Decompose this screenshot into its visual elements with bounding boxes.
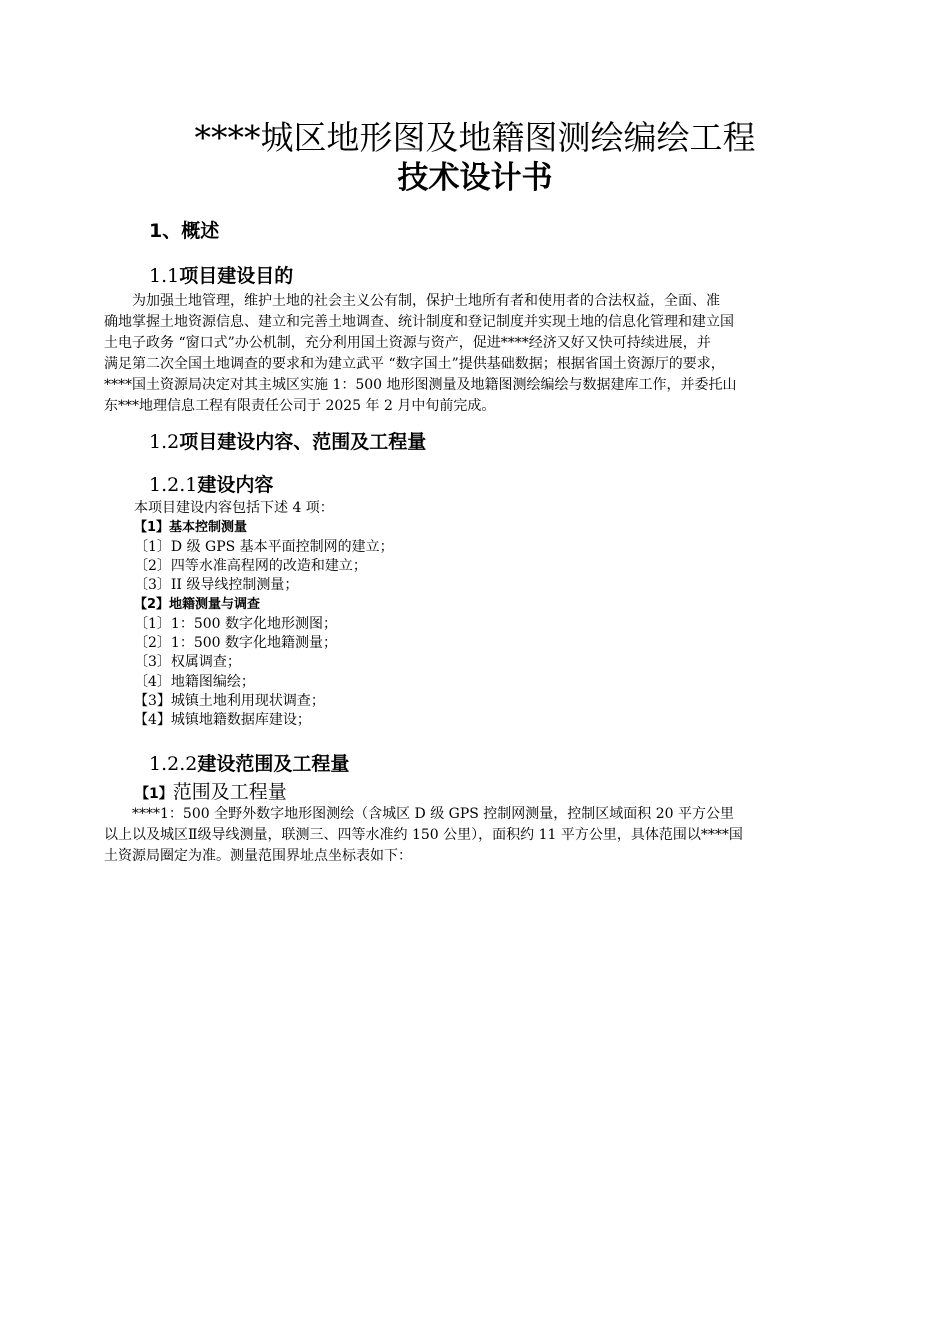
list-item: 〔4〕地籍图编绘； <box>134 673 255 690</box>
section-heading-1-1 <box>149 261 293 288</box>
section-title: 建设内容 <box>197 474 274 496</box>
sub-heading-scope <box>135 777 287 804</box>
list-item: 本项目建设内容包括下述 4 项： <box>134 500 334 516</box>
document-title: ****城区地形图及地籍图测绘编绘工程 <box>194 118 756 157</box>
list-item: 【4】城镇地籍数据库建设； <box>134 712 311 729</box>
sub-heading-text: 范围及工程量 <box>172 781 287 803</box>
list-group-heading: 【1】基本控制测量 <box>134 520 248 536</box>
paragraph-line: 以上以及城区Ⅱ级导线测量，联测三、四等水准约 150 公里），面积约 11 平方公里，具体范围以****国 <box>104 827 743 843</box>
document-subtitle: 技术设计书 <box>397 160 553 196</box>
paragraph-line: ****国土资源局决定对其主城区实施 1：500 地形图测量及地籍图测绘编绘与数据建库工作，并委托山 <box>104 377 737 393</box>
paragraph-scope <box>104 804 866 867</box>
paragraph-line: 确地掌握土地资源信息、建立和完善土地调查、统计制度和登记制度并实现土地的信息化管理和建立国 <box>104 314 734 330</box>
paragraph-line: 土资源局圈定为准。测量范围界址点坐标表如下： <box>104 848 412 864</box>
paragraph-line: 为加强土地管理，维护土地的社会主义公有制，保护土地所有者和使用者的合法权益，全面、准 <box>104 293 720 309</box>
list-item: 〔2〕四等水准高程网的改造和建立； <box>134 557 367 574</box>
list-item: 〔3〕权属调查； <box>134 654 241 671</box>
paragraph-purpose <box>104 291 866 417</box>
paragraph-line: 满足第二次全国土地调查的要求和为建立武平 “数字国土”提供基础数据；根据省国土资源厅的要求， <box>104 356 725 372</box>
list-item: 〔3〕II 级导线控制测量； <box>134 577 299 594</box>
section-heading-1-2 <box>149 427 426 454</box>
section-heading-overview: 1、概述 <box>149 220 220 242</box>
section-title: 项目建设目的 <box>179 265 294 287</box>
section-number: 1.2.1 <box>149 474 198 496</box>
list-item: 【3】城镇土地利用现状调查； <box>134 692 325 709</box>
list-item: 〔2〕1：500 数字化地籍测量； <box>134 635 337 652</box>
section-title: 建设范围及工程量 <box>197 753 350 775</box>
list-item: 〔1〕D 级 GPS 基本平面控制网的建立； <box>134 538 394 555</box>
section-heading-1-2-2 <box>149 749 349 776</box>
section-number: 1.1 <box>149 265 180 287</box>
section-number: 1.2.2 <box>149 753 198 775</box>
list-item: 〔1〕1：500 数字化地形测图； <box>134 615 337 632</box>
section-title: 项目建设内容、范围及工程量 <box>179 431 427 453</box>
paragraph-line: ****1：500 全野外数字地形图测绘（含城区 D 级 GPS 控制网测量，控制区域面积 20 平方公里 <box>104 806 735 822</box>
paragraph-line: 土电子政务 “窗口式”办公机制，充分利用国土资源与资产，促进****经济又好又快可持续进展，并 <box>104 335 711 351</box>
sub-heading-bracket: 【1】 <box>135 786 173 802</box>
section-heading-1-2-1 <box>149 470 273 497</box>
list-group-heading: 【2】地籍测量与调查 <box>134 597 261 613</box>
section-number: 1.2 <box>149 431 180 453</box>
content-list <box>134 499 394 731</box>
paragraph-line: 东***地理信息工程有限责任公司于 2025 年 2 月中旬前完成。 <box>104 398 496 414</box>
